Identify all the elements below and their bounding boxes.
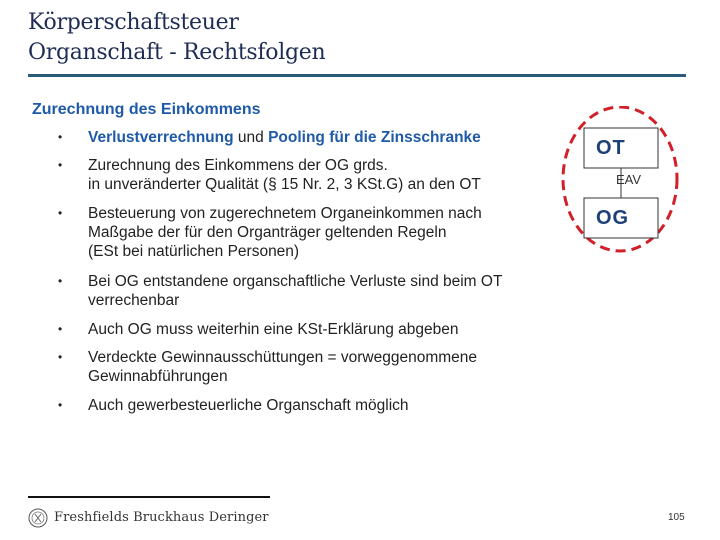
bullet-text	[88, 204, 608, 261]
freshfields-logo-icon	[28, 508, 48, 528]
footer-logo-text: Freshfields Bruckhaus Deringer	[54, 510, 269, 525]
ot-label: OT	[596, 137, 626, 159]
bullet-marker: •	[58, 130, 63, 144]
bullet-text	[88, 128, 608, 147]
bullet-line: Verdeckte Gewinnausschüttungen = vorweggenommene	[88, 349, 478, 366]
bullet-highlight: Verlustverrechnung	[88, 129, 234, 146]
eav-label: EAV	[616, 172, 642, 187]
bullet-line: Auch OG muss weiterhin eine KSt-Erklärung abgeben	[88, 321, 459, 338]
bullet-marker: •	[58, 274, 63, 288]
title-divider	[28, 74, 686, 77]
bullet-text	[88, 156, 608, 194]
bullet-line: in unveränderter Qualität (§ 15 Nr. 2, 3 KSt.G) an den OT	[88, 176, 481, 193]
title-line-1: Körperschaftsteuer	[28, 10, 239, 35]
bullet-marker: •	[58, 398, 63, 412]
bullet-text	[88, 396, 608, 415]
bullet-line: verrechenbar	[88, 292, 180, 309]
bullet-line: Auch gewerbesteuerliche Organschaft möglich	[88, 397, 409, 414]
title-line-2: Organschaft - Rechtsfolgen	[28, 40, 326, 65]
bullet-marker: •	[58, 206, 63, 220]
bullet-marker: •	[58, 158, 63, 172]
bullet-line: Gewinnabführungen	[88, 368, 228, 385]
bullet-text	[88, 348, 608, 386]
bullet-line: Besteuerung von zugerechnetem Organeinkommen nach	[88, 205, 482, 222]
organschaft-diagram	[560, 106, 680, 256]
bullet-marker: •	[58, 350, 63, 364]
og-label: OG	[596, 207, 630, 229]
bullet-line: Bei OG entstandene organschaftliche Verluste sind beim OT	[88, 273, 503, 290]
section-heading: Zurechnung des Einkommens	[32, 101, 261, 118]
bullet-marker: •	[58, 322, 63, 336]
page-number: 105	[668, 512, 685, 523]
bullet-text	[88, 320, 608, 339]
bullet-connector: und	[233, 129, 269, 146]
bullet-highlight: Pooling für die Zinsschranke	[268, 129, 481, 146]
page-title	[28, 8, 325, 68]
footer-divider	[28, 496, 270, 498]
bullet-text	[88, 272, 608, 310]
bullet-line: Zurechnung des Einkommens der OG grds.	[88, 157, 388, 174]
bullet-line: Maßgabe der für den Organträger geltenden Regeln	[88, 224, 447, 241]
bullet-line: (ESt bei natürlichen Personen)	[88, 243, 300, 260]
